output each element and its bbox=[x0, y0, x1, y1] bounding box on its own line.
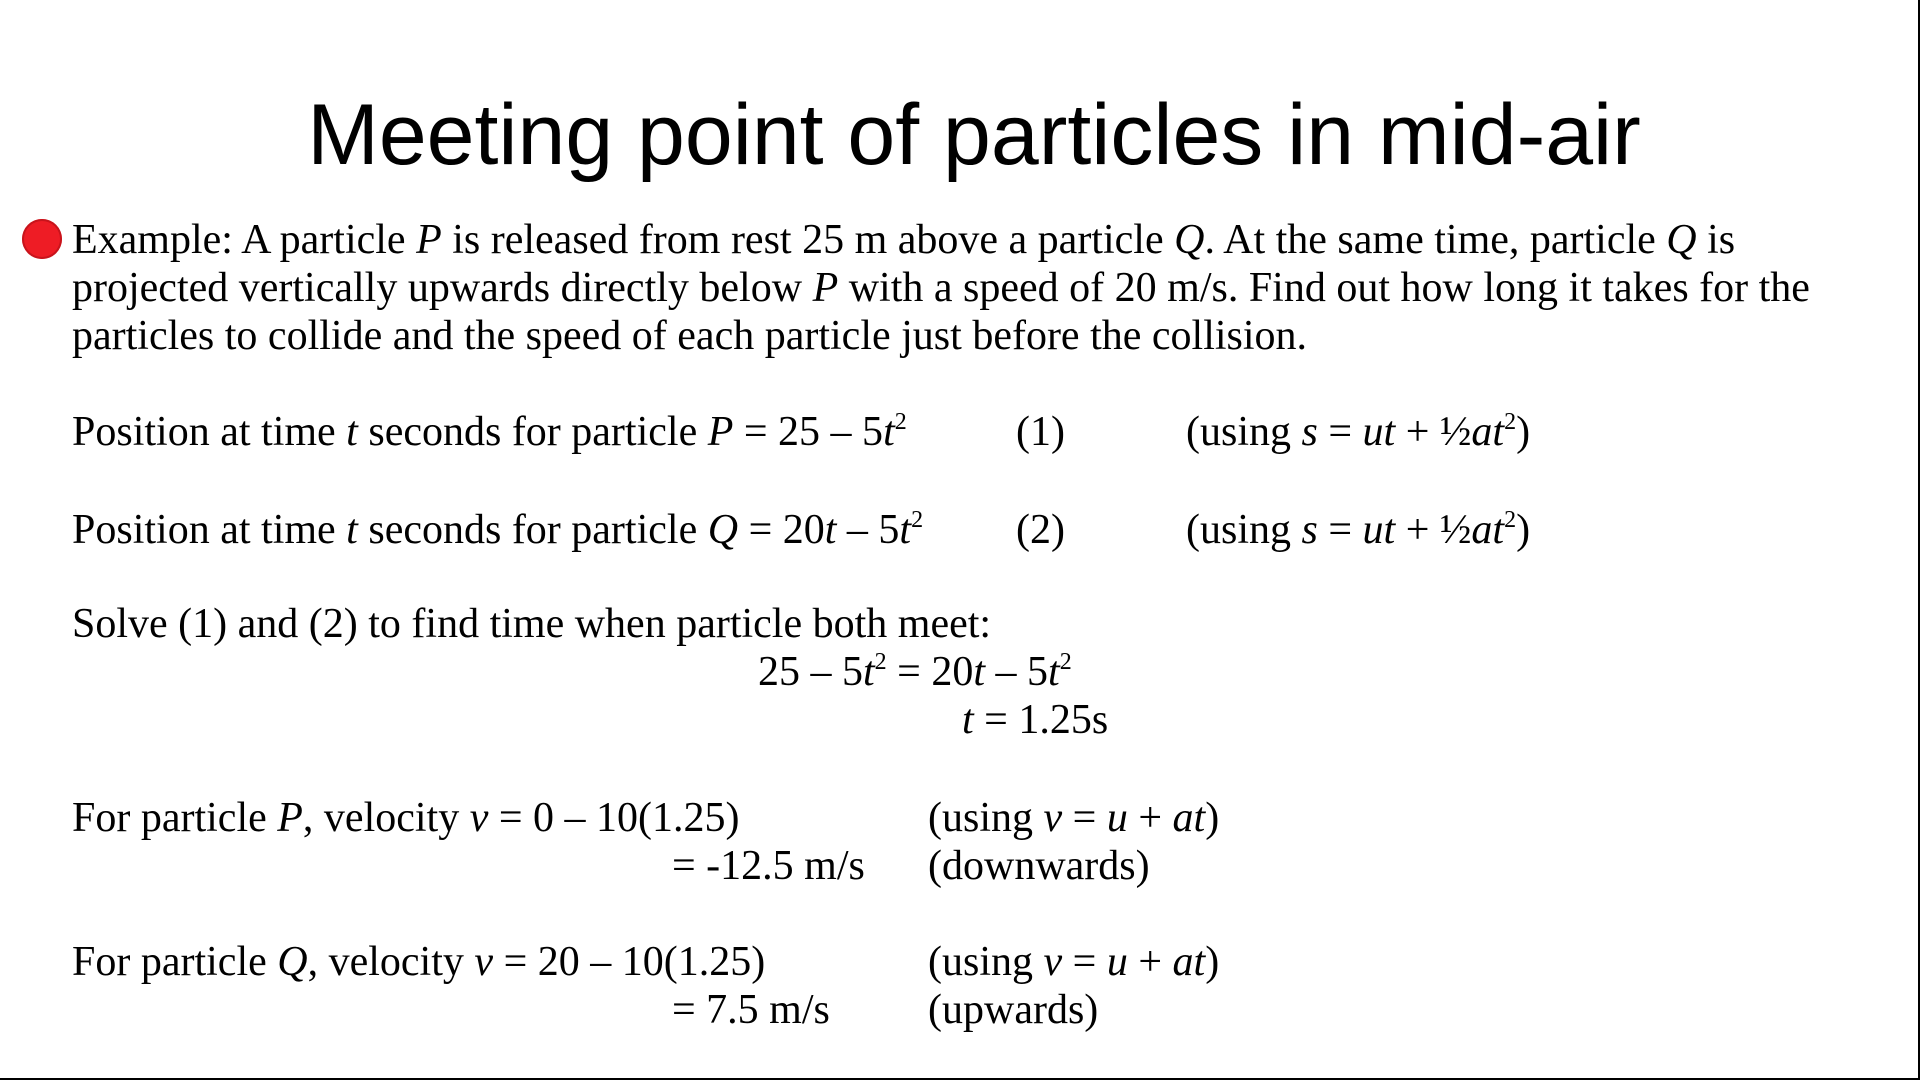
var-v: v bbox=[469, 795, 489, 841]
text-run: , velocity bbox=[302, 795, 470, 841]
text-run: with a speed of 20 m/s. Find out how long it takes for the bbox=[838, 265, 1810, 311]
var-q: Q bbox=[1174, 217, 1205, 263]
text-run: + ½ bbox=[1395, 409, 1472, 455]
position-q-formula bbox=[1186, 506, 1530, 554]
exponent: 2 bbox=[874, 649, 887, 675]
velocity-q-result: = 7.5 m/s bbox=[672, 987, 830, 1033]
solve-equation bbox=[758, 648, 1072, 696]
text-run: = bbox=[1317, 507, 1363, 553]
text-run: = bbox=[1317, 409, 1363, 455]
var-v: v bbox=[1043, 939, 1063, 985]
text-run: = 1.25s bbox=[973, 697, 1109, 743]
var-t: t bbox=[1048, 649, 1060, 695]
var-t: t bbox=[346, 507, 358, 553]
example-line-1 bbox=[72, 216, 1892, 264]
text-run: ) bbox=[1205, 795, 1220, 841]
var-p: P bbox=[277, 795, 303, 841]
text-run: Position at time bbox=[72, 409, 347, 455]
text-run: seconds for particle bbox=[357, 409, 708, 455]
text-run: (using bbox=[1186, 409, 1302, 455]
text-run: ) bbox=[1516, 507, 1531, 553]
text-run: (using bbox=[928, 795, 1044, 841]
text-run: (using bbox=[1186, 507, 1302, 553]
var-t: t bbox=[346, 409, 358, 455]
example-line-3: particles to collide and the speed of each particle just before the collision. bbox=[72, 313, 1308, 359]
equation-number-2: (2) bbox=[1016, 507, 1065, 553]
var-at: at bbox=[1471, 507, 1505, 553]
text-run: + bbox=[1127, 795, 1173, 841]
solve-intro: Solve (1) and (2) to find time when particle both meet: bbox=[72, 601, 992, 647]
position-p-formula bbox=[1186, 408, 1530, 456]
var-ut: ut bbox=[1362, 507, 1396, 553]
position-p-statement bbox=[72, 408, 907, 456]
text-run: Example: A particle bbox=[72, 217, 417, 263]
var-u: u bbox=[1106, 939, 1128, 985]
var-ut: ut bbox=[1362, 409, 1396, 455]
exponent: 2 bbox=[1059, 649, 1072, 675]
text-run: (using bbox=[928, 939, 1044, 985]
var-p: P bbox=[707, 409, 734, 455]
var-at: at bbox=[1172, 939, 1206, 985]
exponent: 2 bbox=[894, 409, 907, 435]
text-run: For particle bbox=[72, 939, 278, 985]
velocity-q-direction: (upwards) bbox=[928, 987, 1099, 1033]
var-p: P bbox=[416, 217, 442, 263]
velocity-p-result: = -12.5 m/s bbox=[672, 843, 865, 889]
text-run: = 25 – 5 bbox=[733, 409, 884, 455]
text-run: is bbox=[1696, 217, 1736, 263]
velocity-q-formula bbox=[928, 938, 1219, 986]
var-t: t bbox=[899, 507, 912, 553]
var-at: at bbox=[1471, 409, 1505, 455]
velocity-q-statement bbox=[72, 938, 765, 986]
text-run: = 20 – 10(1.25) bbox=[493, 939, 766, 985]
text-run: , velocity bbox=[307, 939, 475, 985]
text-run: . At the same time, particle bbox=[1204, 217, 1667, 263]
var-q: Q bbox=[1666, 217, 1697, 263]
var-s: s bbox=[1301, 409, 1318, 455]
var-t: t bbox=[883, 409, 895, 455]
text-run: seconds for particle bbox=[357, 507, 708, 553]
exponent: 2 bbox=[911, 507, 924, 533]
velocity-p-formula bbox=[928, 794, 1219, 842]
var-q: Q bbox=[277, 939, 308, 985]
exponent: 2 bbox=[1504, 507, 1517, 533]
bullet-icon bbox=[22, 219, 62, 259]
solve-result bbox=[962, 696, 1108, 744]
var-t: t bbox=[824, 507, 837, 553]
text-run: ) bbox=[1205, 939, 1220, 985]
var-v: v bbox=[474, 939, 494, 985]
text-run: = 20 bbox=[738, 507, 825, 553]
text-run: = bbox=[1062, 939, 1107, 985]
var-u: u bbox=[1106, 795, 1128, 841]
exponent: 2 bbox=[1504, 409, 1517, 435]
text-run: ) bbox=[1516, 409, 1531, 455]
position-q-statement bbox=[72, 506, 923, 554]
text-run: – 5 bbox=[836, 507, 900, 553]
text-run: Position at time bbox=[72, 507, 347, 553]
text-run: = 0 – 10(1.25) bbox=[488, 795, 740, 841]
var-p: P bbox=[812, 265, 839, 311]
text-run: For particle bbox=[72, 795, 278, 841]
var-t: t bbox=[863, 649, 875, 695]
velocity-p-direction: (downwards) bbox=[928, 843, 1150, 889]
text-run: + bbox=[1127, 939, 1173, 985]
text-run: – 5 bbox=[985, 649, 1049, 695]
var-at: at bbox=[1172, 795, 1206, 841]
var-v: v bbox=[1043, 795, 1063, 841]
example-paragraph bbox=[72, 216, 1892, 360]
text-run: projected vertically upwards directly below bbox=[72, 265, 813, 311]
slide-title: Meeting point of particles in mid-air bbox=[307, 87, 1641, 183]
example-line-2 bbox=[72, 264, 1892, 312]
text-run: 25 – 5 bbox=[758, 649, 863, 695]
text-run: + ½ bbox=[1395, 507, 1472, 553]
var-q: Q bbox=[707, 507, 739, 553]
text-run: = bbox=[1062, 795, 1107, 841]
text-run: is released from rest 25 m above a particle bbox=[441, 217, 1175, 263]
equation-number-1: (1) bbox=[1016, 409, 1065, 455]
text-run: = 20 bbox=[886, 649, 974, 695]
var-t: t bbox=[962, 697, 974, 743]
var-s: s bbox=[1301, 507, 1318, 553]
velocity-p-statement bbox=[72, 794, 740, 842]
var-t: t bbox=[973, 649, 986, 695]
